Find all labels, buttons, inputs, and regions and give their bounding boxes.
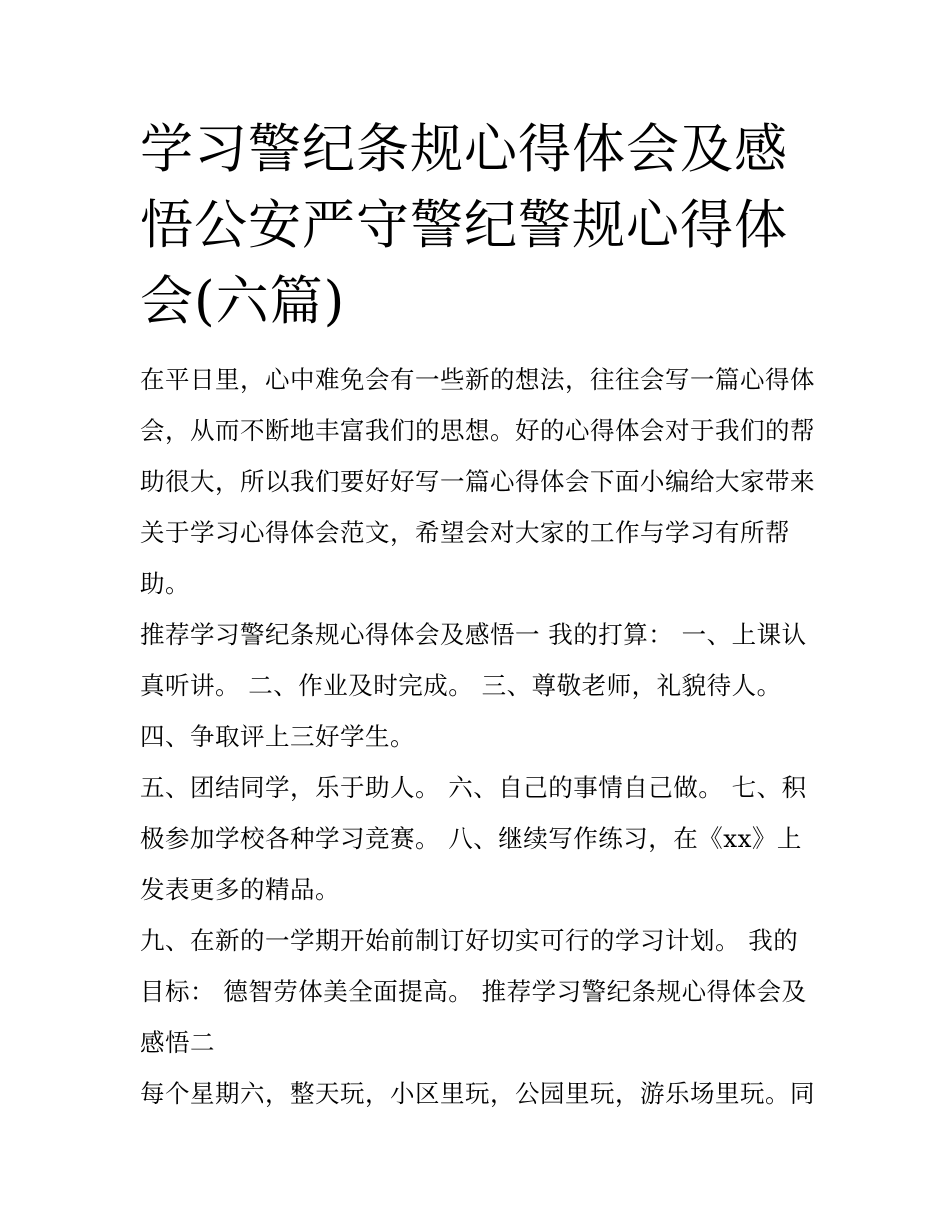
paragraph: 在平日里，心中难免会有一些新的想法，往往会写一篇心得体会，从而不断地丰富我们的思想。好的心得体会对于我们的帮助很大，所以我们要好好写一篇心得体会下面小编给大家带来关于学习心得体会范文，希望会对大家的工作与学习有所帮助。 xyxy=(140,365,815,598)
paragraph: 推荐学习警纪条规心得体会及感悟一 我的打算： 一、上课认真听讲。 二、作业及时完成。 三、尊敬老师，礼貌待人。 xyxy=(140,620,807,700)
document-body xyxy=(140,354,820,1119)
paragraph: 四、争取评上三好学生。 xyxy=(140,722,415,751)
paragraph: 九、在新的一学期开始前制订好切实可行的学习计划。 我的目标： 德智劳体美全面提高。 推荐学习警纪条规心得体会及感悟二 xyxy=(140,926,807,1057)
paragraph: 每个星期六，整天玩，小区里玩，公园里玩，游乐场里玩。同 xyxy=(140,1079,815,1108)
document-title: 学习警纪条规心得体会及感悟公安严守警纪警规心得体会(六篇) xyxy=(140,119,788,332)
paragraph: 五、团结同学，乐于助人。 六、自己的事情自己做。 七、积极参加学校各种学习竞赛。 八、继续写作练习，在《xx》上发表更多的精品。 xyxy=(140,773,807,904)
